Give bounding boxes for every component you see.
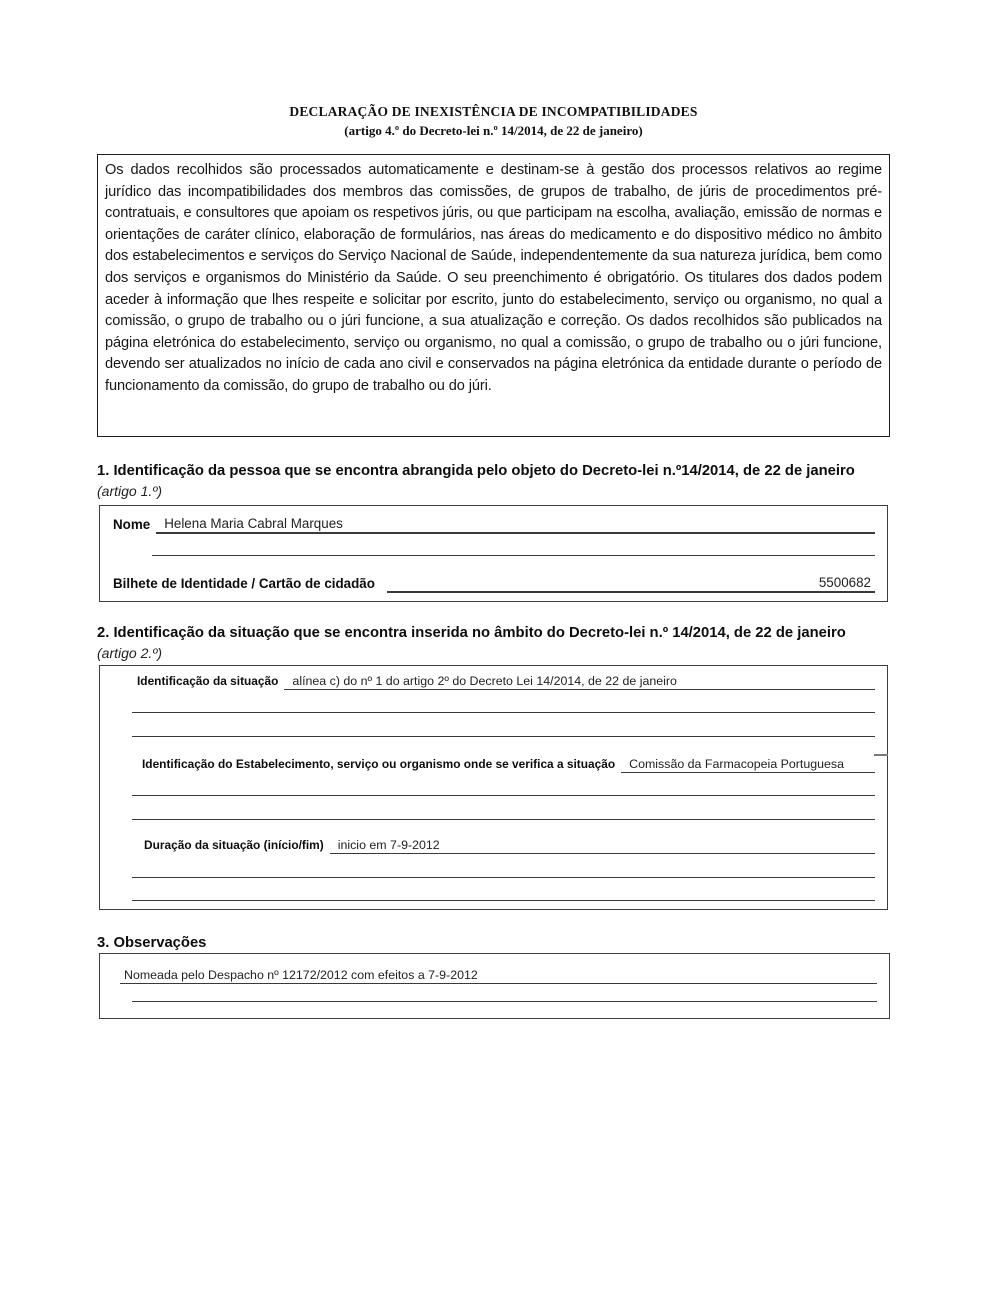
- duracao-label: Duração da situação (início/fim): [144, 838, 324, 852]
- section1-fields-box: [99, 505, 888, 602]
- form-bracket-mark: [874, 754, 888, 756]
- nome-field-row: [113, 516, 875, 534]
- id-document-field-row: [113, 575, 875, 593]
- nome-label: Nome: [113, 517, 151, 532]
- section3-fields-box: [99, 953, 890, 1019]
- document-title: DECLARAÇÃO DE INEXISTÊNCIA DE INCOMPATIBILIDADES: [289, 104, 698, 119]
- observacoes-continuation-line[interactable]: [132, 984, 877, 1002]
- duracao-continuation-line[interactable]: [132, 878, 875, 901]
- estabelecimento-input[interactable]: Comissão da Farmacopeia Portuguesa: [621, 757, 875, 773]
- id-document-label: Bilhete de Identidade / Cartão de cidadão: [113, 576, 375, 591]
- nome-continuation-line[interactable]: [152, 537, 875, 556]
- estabelecimento-continuation-line[interactable]: [132, 773, 875, 796]
- observacoes-field-row: [120, 968, 877, 984]
- id-document-input[interactable]: 5500682: [387, 575, 875, 593]
- estabelecimento-label: Identificação do Estabelecimento, serviço ou organismo onde se verifica a situação: [142, 757, 616, 771]
- duracao-input[interactable]: inicio em 7-9-2012: [330, 838, 875, 854]
- document-subtitle: (artigo 4.º do Decreto-lei n.º 14/2014, de 22 de janeiro): [344, 123, 643, 138]
- situacao-label: Identificação da situação: [137, 674, 279, 688]
- nome-input[interactable]: Helena Maria Cabral Marques: [156, 516, 875, 534]
- form-page: [97, 0, 890, 1019]
- section1-article: (artigo 1.º): [97, 483, 163, 499]
- situacao-input[interactable]: alínea c) do nº 1 do artigo 2º do Decreto Lei 14/2014, de 22 de janeiro: [284, 674, 875, 690]
- estabelecimento-continuation-line[interactable]: [132, 796, 875, 820]
- situacao-field-row: [112, 674, 875, 690]
- privacy-notice-text: Os dados recolhidos são processados automaticamente e destinam-se à gestão dos processos relativos ao regime jurídico das incompatibilidades dos membros das comissões, de grupos de trabalho, de júris de procedimentos pré-contratuais, e consultores que apoiam os respetivos júris, ou que participam na escolha, avaliação, emissão de normas e orientações de caráter clínico, elaboração de formulários, nas áreas do medicamento e do dispositivo médico no âmbito dos estabelecimentos e serviços do Serviço Nacional de Saúde, independentemente da sua natureza jurídica, bem como dos serviços e organismos do Ministério da Saúde. O seu preenchimento é obrigatório. Os titulares dos dados podem aceder à informação que lhes respeite e solicitar por escrito, junto do estabelecimento, serviço ou organismo, no qual a comissão, o grupo de trabalho ou o júri funcione, a sua atualização e correção. Os dados recolhidos são publicados na página eletrónica do estabelecimento, serviço ou organismo, no qual a comissão, o grupo de trabalho ou o júri funcione, devendo ser atualizados no início de cada ano civil e conservados na página eletrónica da entidade durante o período de funcionamento da comissão, do grupo de trabalho ou do júri.: [105, 162, 882, 394]
- section1-heading: 1. Identificação da pessoa que se encontra abrangida pelo objeto do Decreto-lei n.º14/2014, de 22 de janeiro: [97, 463, 855, 479]
- privacy-notice-box: [97, 154, 890, 437]
- section2-article: (artigo 2.º): [97, 645, 163, 661]
- situacao-continuation-line[interactable]: [132, 713, 875, 737]
- estabelecimento-field-row: [112, 757, 875, 773]
- duracao-field-row: [112, 838, 875, 854]
- section2-fields-box: [99, 665, 888, 910]
- section3-heading: 3. Observações: [97, 935, 207, 951]
- duracao-continuation-line[interactable]: [132, 854, 875, 878]
- observacoes-input[interactable]: Nomeada pelo Despacho nº 12172/2012 com efeitos a 7-9-2012: [120, 968, 877, 984]
- situacao-continuation-line[interactable]: [132, 690, 875, 713]
- section2-heading: 2. Identificação da situação que se encontra inserida no âmbito do Decreto-lei n.º 14/2014, de 22 de janeiro: [97, 625, 846, 641]
